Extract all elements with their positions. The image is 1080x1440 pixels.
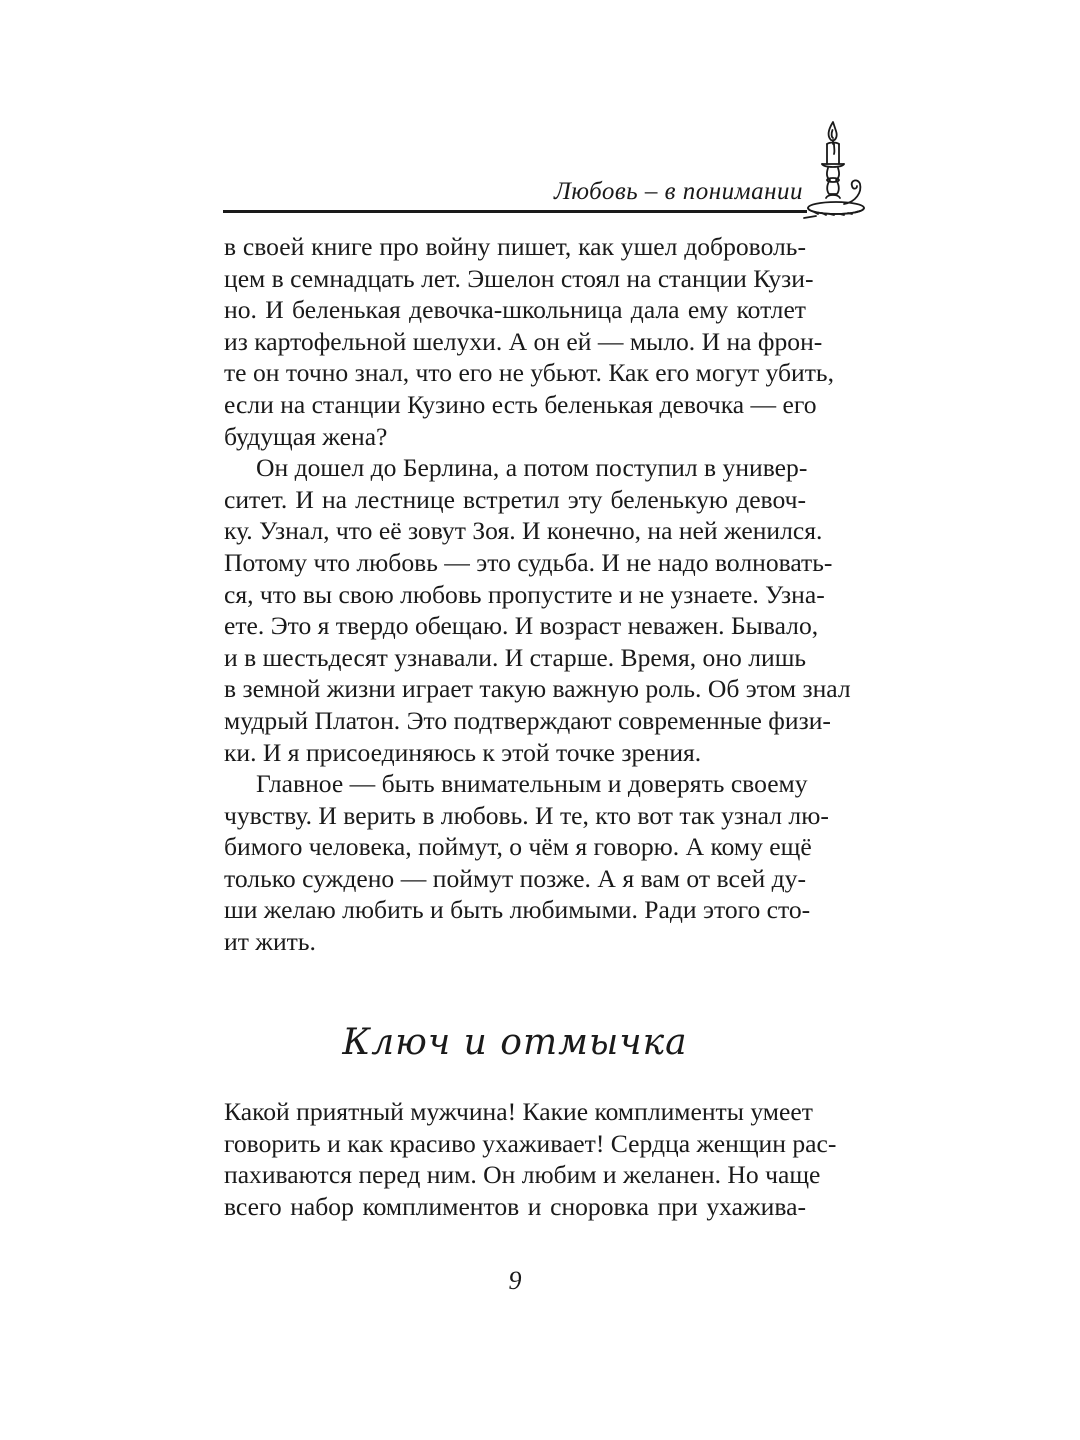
text-line: ки. И я присоединяюсь к этой точке зрения. bbox=[224, 737, 702, 767]
text-line: бимого человека, поймут, о чём я говорю. А кому ещё bbox=[224, 832, 812, 862]
text-line: из картофельной шелухи. А он ей — мыло. И на фрон- bbox=[224, 326, 823, 356]
body-text bbox=[224, 231, 851, 958]
text-line: ситет. И на лестнице встретил эту беленькую девоч- bbox=[224, 484, 806, 514]
text-line: ся, что вы свою любовь пропустите и не узнаете. Узна- bbox=[224, 579, 825, 609]
paragraph-3 bbox=[224, 768, 829, 958]
text-line: ит жить. bbox=[224, 927, 316, 957]
paragraph-2 bbox=[224, 452, 851, 768]
text-line: но. И беленькая девочка-школьница дала ему котлет bbox=[224, 295, 806, 325]
text-line: всего набор комплиментов и сноровка при ухажива- bbox=[224, 1191, 806, 1221]
text-line: чувству. И верить в любовь. И те, кто вот так узнал лю- bbox=[224, 800, 829, 830]
text-line: Потому что любовь — это судьба. И не надо волновать- bbox=[224, 547, 833, 577]
text-line: ку. Узнал, что её зовут Зоя. И конечно, на ней женился. bbox=[224, 516, 823, 546]
text-line: ете. Это я твердо обещаю. И возраст неважен. Бывало, bbox=[224, 611, 819, 641]
text-line: Главное — быть внимательным и доверять своему bbox=[256, 769, 808, 799]
text-line: говорить и как красиво ухаживает! Сердца женщин рас- bbox=[224, 1128, 837, 1158]
text-line: в земной жизни играет такую важную роль. Об этом знал bbox=[224, 674, 851, 704]
text-line: только суждено — поймут позже. А я вам от всей ду- bbox=[224, 863, 806, 893]
running-head-title: Любовь – в понимании bbox=[553, 178, 803, 205]
text-line: будущая жена? bbox=[224, 421, 388, 451]
chapter-title: Ключ и отмычка bbox=[342, 1022, 688, 1063]
chapter-paragraph-1 bbox=[224, 1096, 837, 1222]
text-line: пахиваются перед ним. Он любим и желанен. Но чаще bbox=[224, 1160, 821, 1190]
header-rule bbox=[223, 210, 807, 213]
text-line: цем в семнадцать лет. Эшелон стоял на станции Кузи- bbox=[224, 263, 814, 293]
text-line: те он точно знал, что его не убьют. Как его могут убить, bbox=[224, 358, 834, 388]
text-line: и в шестьдесят узнавали. И старше. Время, оно лишь bbox=[224, 642, 807, 672]
candle-icon bbox=[800, 118, 900, 238]
text-line: если на станции Кузино есть беленькая девочка — его bbox=[224, 389, 817, 419]
text-line: в своей книге про войну пишет, как ушел доброволь- bbox=[224, 232, 806, 261]
page-number: 9 bbox=[508, 1266, 522, 1295]
text-line: Какой приятный мужчина! Какие комплименты умеет bbox=[224, 1097, 813, 1126]
text-line: мудрый Платон. Это подтверждают современные физи- bbox=[224, 705, 831, 735]
paragraph-1 bbox=[224, 231, 834, 452]
text-line: ши желаю любить и быть любимыми. Ради этого сто- bbox=[224, 895, 811, 925]
chapter-body bbox=[224, 1096, 837, 1222]
text-line: Он дошел до Берлина, а потом поступил в универ- bbox=[256, 453, 808, 483]
